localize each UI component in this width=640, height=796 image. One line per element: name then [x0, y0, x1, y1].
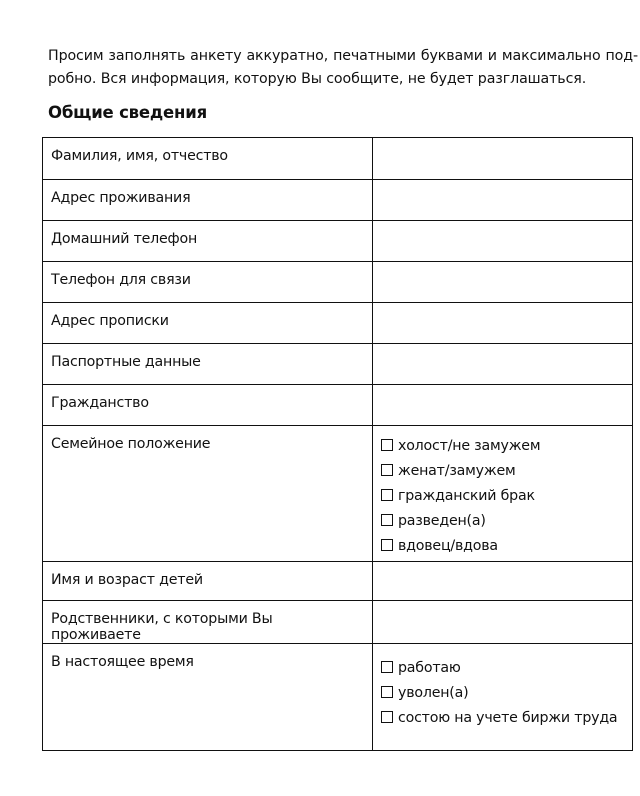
employment-status-options [373, 644, 633, 751]
checkbox-icon[interactable] [381, 539, 393, 551]
checkbox-icon[interactable] [381, 661, 393, 673]
checkbox-icon[interactable] [381, 439, 393, 451]
option-label: женат/замужем [398, 463, 516, 479]
questionnaire-table [42, 137, 633, 751]
checkbox-icon[interactable] [381, 514, 393, 526]
table-row [43, 138, 633, 180]
row-label: Семейное положение [43, 426, 373, 562]
option-label: уволен(а) [398, 685, 469, 701]
contact-phone-field[interactable] [373, 262, 633, 303]
intro-text [48, 45, 638, 91]
intro-line-1: Просим заполнять анкету аккуратно, печатными буквами и максимально под- [48, 48, 638, 64]
employment-option[interactable] [381, 706, 624, 731]
row-label: Паспортные данные [43, 344, 373, 385]
row-label: Домашний телефон [43, 221, 373, 262]
table-row [43, 303, 633, 344]
marital-status-options [373, 426, 633, 562]
residence-address-field[interactable] [373, 180, 633, 221]
citizenship-field[interactable] [373, 385, 633, 426]
table-row [43, 562, 633, 601]
row-label: Адрес проживания [43, 180, 373, 221]
full-name-field[interactable] [373, 138, 633, 180]
row-label: Родственники, с которыми Вы проживаете [43, 601, 373, 644]
table-row [43, 180, 633, 221]
marital-option[interactable] [381, 534, 624, 559]
checkbox-icon[interactable] [381, 489, 393, 501]
table-row [43, 385, 633, 426]
passport-data-field[interactable] [373, 344, 633, 385]
option-label: разведен(а) [398, 513, 486, 529]
employment-option[interactable] [381, 681, 624, 706]
employment-option[interactable] [381, 656, 624, 681]
children-field[interactable] [373, 562, 633, 601]
table-row [43, 344, 633, 385]
checkbox-icon[interactable] [381, 464, 393, 476]
table-row [43, 426, 633, 562]
row-label: Телефон для связи [43, 262, 373, 303]
marital-option[interactable] [381, 434, 624, 459]
table-row [43, 262, 633, 303]
table-row [43, 221, 633, 262]
marital-option[interactable] [381, 509, 624, 534]
row-label: Имя и возраст детей [43, 562, 373, 601]
intro-line-2: робно. Вся информация, которую Вы сообщите, не будет разглашаться. [48, 71, 587, 87]
row-label: Фамилия, имя, отчество [43, 138, 373, 180]
checkbox-icon[interactable] [381, 711, 393, 723]
checkbox-icon[interactable] [381, 686, 393, 698]
option-label: состою на учете биржи труда [398, 710, 618, 726]
option-label: холост/не замужем [398, 438, 541, 454]
home-phone-field[interactable] [373, 221, 633, 262]
row-label: Гражданство [43, 385, 373, 426]
row-label: Адрес прописки [43, 303, 373, 344]
marital-option[interactable] [381, 459, 624, 484]
table-row [43, 644, 633, 751]
registration-address-field[interactable] [373, 303, 633, 344]
marital-option[interactable] [381, 484, 624, 509]
option-label: работаю [398, 660, 461, 676]
relatives-field[interactable] [373, 601, 633, 644]
section-title: Общие сведения [48, 103, 207, 122]
option-label: гражданский брак [398, 488, 535, 504]
option-label: вдовец/вдова [398, 538, 498, 554]
table-row [43, 601, 633, 644]
row-label: В настоящее время [43, 644, 373, 751]
